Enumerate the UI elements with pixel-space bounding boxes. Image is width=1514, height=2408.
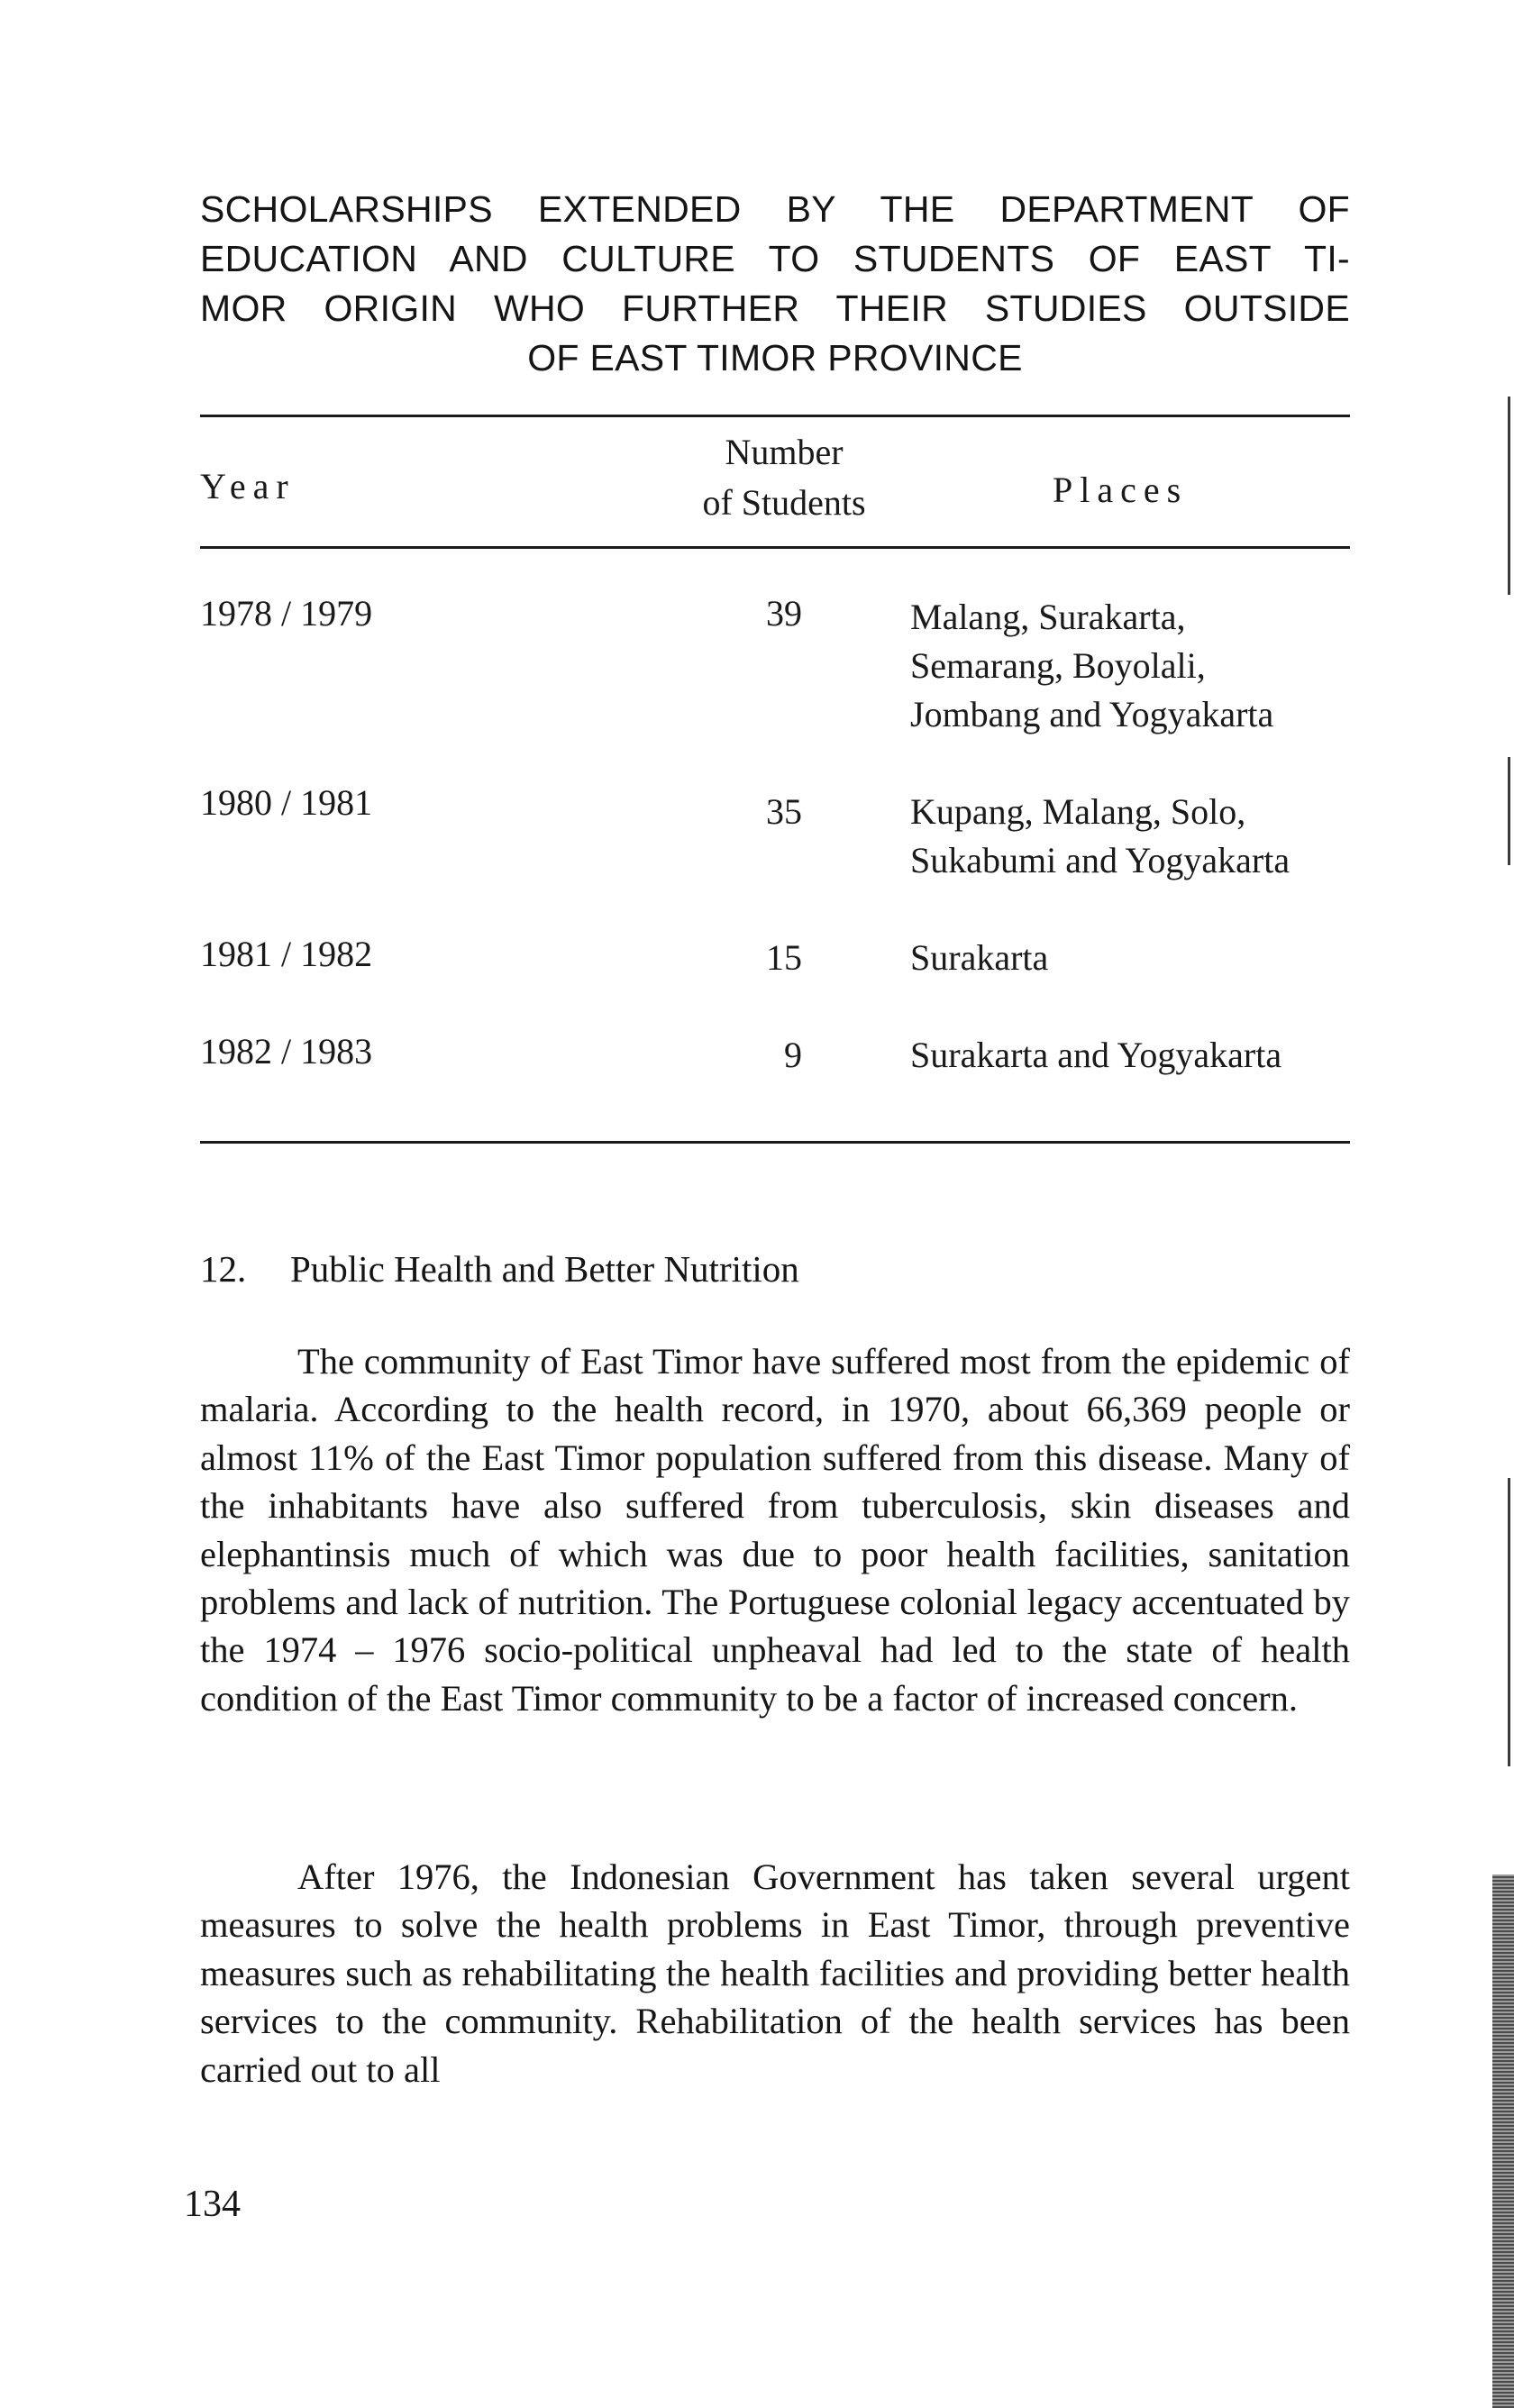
header-number-line1: Number — [725, 432, 844, 472]
cell-year: 1981 / 1982 — [200, 934, 373, 974]
header-year: Year — [200, 466, 296, 506]
scan-edge-mark — [1508, 757, 1510, 865]
cell-year: 1982 / 1983 — [200, 1031, 373, 1072]
header-number-line2: of Students — [702, 482, 866, 523]
table-bottom-rule — [200, 1141, 1350, 1144]
section-title: Public Health and Better Nutrition — [290, 1248, 799, 1290]
table-header-rule — [200, 546, 1350, 549]
scan-edge-mark — [1508, 1478, 1510, 1766]
header-places: Places — [1053, 470, 1189, 510]
cell-students: 35 — [766, 791, 802, 832]
table-title-line: SCHOLARSHIPS EXTENDED BY THE DEPARTMENT OF — [200, 188, 1350, 230]
scan-edge-mark — [1508, 397, 1510, 595]
cell-students: 15 — [766, 937, 802, 978]
table-top-rule — [200, 415, 1350, 417]
cell-year: 1978 / 1979 — [200, 593, 373, 634]
cell-places: Surakarta and Yogyakarta — [910, 1035, 1282, 1075]
cell-places: Kupang, Malang, Solo, Sukabumi and Yogyakarta — [910, 791, 1291, 880]
cell-places: Surakarta — [910, 937, 1049, 978]
section-number: 12. — [200, 1248, 247, 1290]
cell-year: 1980 / 1981 — [200, 782, 373, 823]
body-paragraph: The community of East Timor have suffered most from the epidemic of malaria. According to the health record, in 1970, about 66,369 people or almost 11% of the East Timor population suffered from this disease. Many of the inhabitants have also suffered from tuberculosis, skin diseases and elephantinsis much of which was due to poor health facilities, sanitation problems and lack of nutrition. The Portuguese colonial legacy accentuated by the 1974 – 1976 socio-political unpheaval had led to the state of health condition of the East Timor community to be a factor of increased concern. — [200, 1341, 1350, 1719]
header-number-of-students — [631, 427, 937, 528]
scan-edge-shadow — [1492, 1874, 1514, 2408]
section-heading — [200, 1244, 799, 1294]
cell-students: 9 — [784, 1035, 802, 1075]
table-title — [200, 185, 1350, 383]
table-title-line: EDUCATION AND CULTURE TO STUDENTS OF EAST TI- — [200, 238, 1350, 279]
table-title-line: MOR ORIGIN WHO FURTHER THEIR STUDIES OUTSIDE — [200, 287, 1350, 329]
table-title-line: OF EAST TIMOR PROVINCE — [527, 337, 1023, 379]
body-paragraph: After 1976, the Indonesian Government has taken several urgent measures to solve the health problems in East Timor, through preventive measures such as rehabilitating the health facilities and providing better health services to the community. Rehabilitation of the health services has been carried out to all — [200, 1856, 1350, 2090]
page-number: 134 — [184, 2184, 241, 2225]
cell-students: 39 — [766, 593, 802, 634]
cell-places: Malang, Surakarta, Semarang, Boyolali, Jombang and Yogyakarta — [910, 597, 1274, 734]
